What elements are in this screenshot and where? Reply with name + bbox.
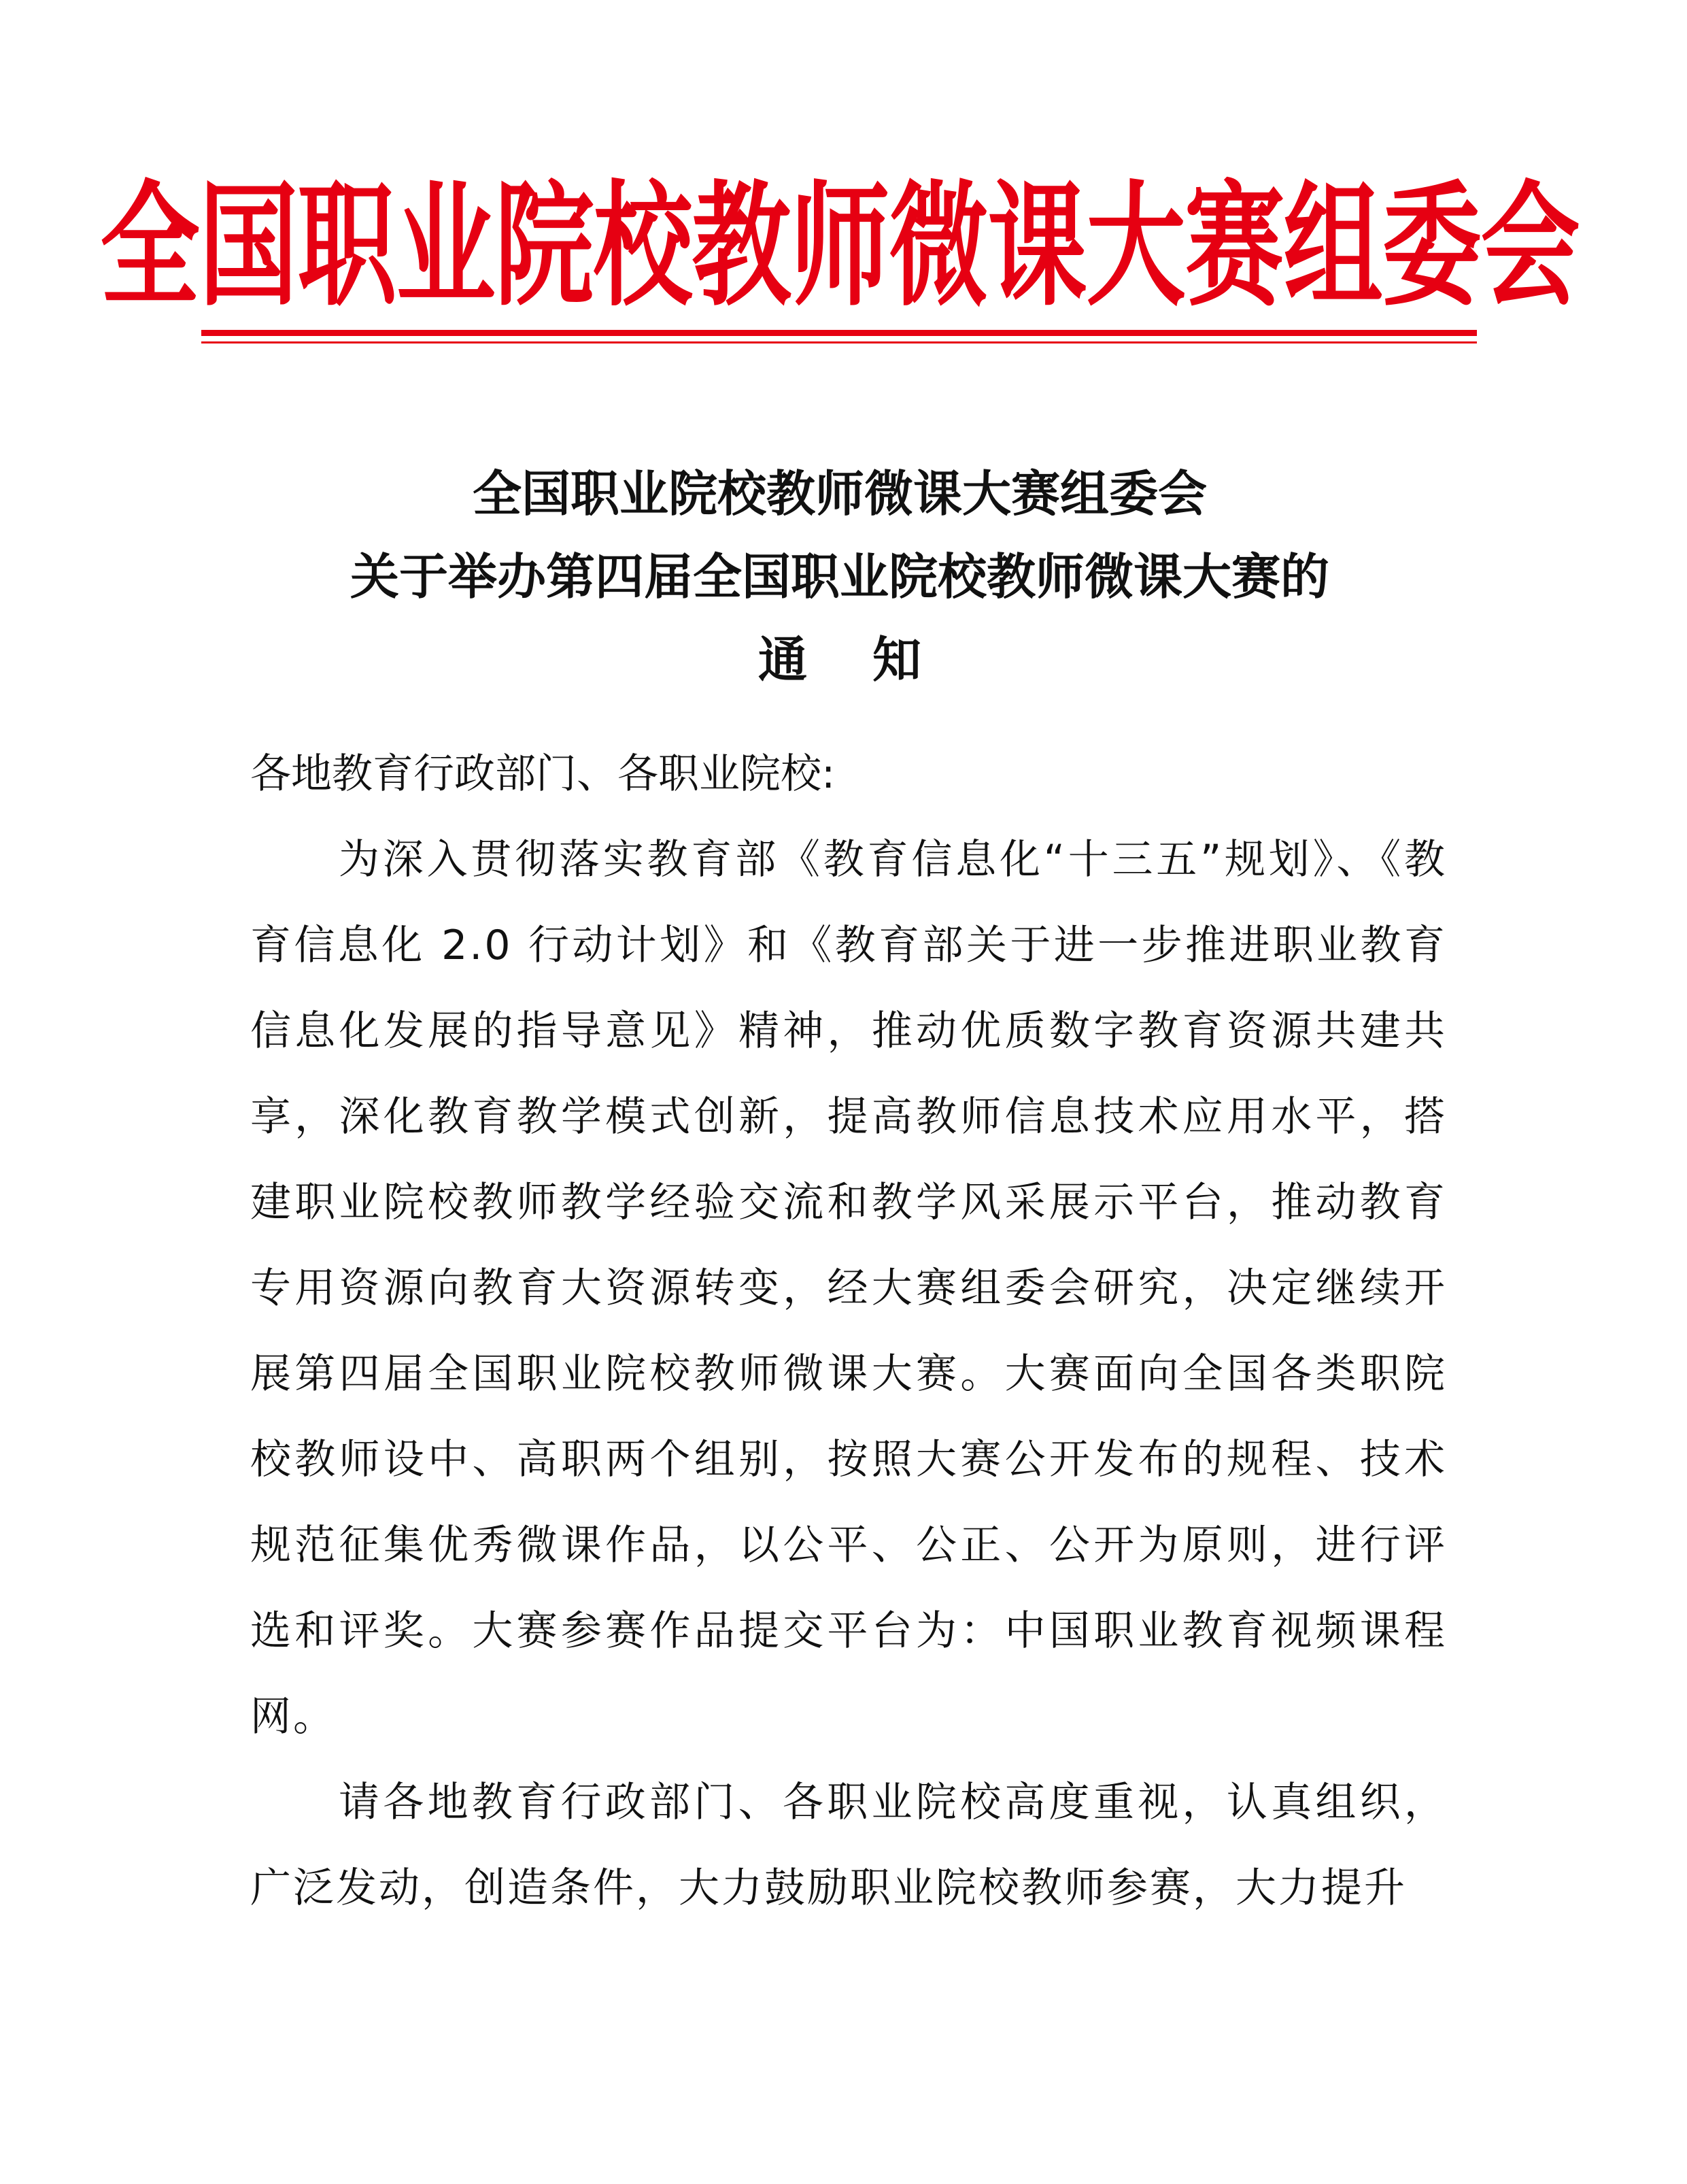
letterhead-rule-thick	[201, 330, 1477, 336]
salutation: 各地教育行政部门、各职业院校:	[250, 750, 836, 798]
letterhead-rule-thin	[201, 341, 1477, 343]
letterhead-organization: 全国职业院校教师微课大赛组委会	[100, 167, 1580, 325]
title-line-3: 通知	[757, 631, 987, 688]
document-body	[250, 731, 1447, 1931]
document-title	[204, 452, 1476, 701]
paragraph-1: 为深入贯彻落实教育部《教育信息化“十三五”规划》、《教育信息化 2.0 行动计划》和《教育部关于进一步推进职业教育信息化发展的指导意见》精神，推动优质数字教育资源共建共享，深化教育教学模式创新，提高教师信息技术应用水平，搭建职业院校教师教学经验交流和教学风采展示平台，推动教育专用资源向教育大资源转变，经大赛组委会研究，决定继续开展第四届全国职业院校教师微课大赛。大赛面向全国各类职院校教师设中、高职两个组别，按照大赛公开发布的规程、技术规范征集优秀微课作品，以公平、公正、公开为原则，进行评选和评奖。大赛参赛作品提交平台为：中国职业教育视频课程网。	[250, 836, 1447, 1741]
title-line-2: 关于举办第四届全国职业院校教师微课大赛的	[350, 548, 1329, 605]
letterhead	[100, 146, 1580, 325]
title-line-1: 全国职业院校教师微课大赛组委会	[472, 465, 1207, 522]
paragraph-2: 请各地教育行政部门、各职业院校高度重视，认真组织，广泛发动，创造条件，大力鼓励职业院校教师参赛，大力提升	[250, 1779, 1447, 1912]
